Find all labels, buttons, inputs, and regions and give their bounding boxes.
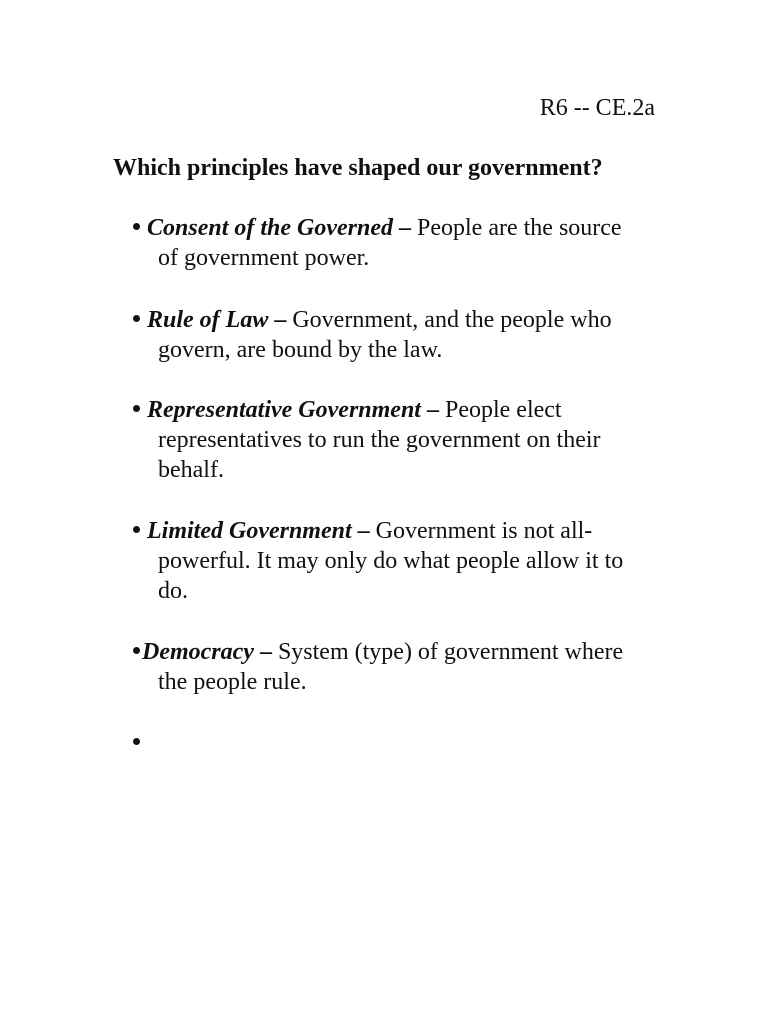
principle-definition-continued: powerful. It may only do what people allow it to [158,548,624,574]
principle-definition-continued: the people rule. [158,669,307,695]
term-dash: – [357,518,370,544]
principle-first-line [133,516,658,546]
empty-bullet-line [133,728,658,758]
principle-consent-of-the-governed [133,213,658,273]
principle-limited-government [133,516,658,606]
principle-definition: People elect [444,397,562,423]
principle-term: Limited Government [147,518,352,544]
term-dash: – [274,307,287,333]
principle-definition-continued: of government power. [158,245,370,271]
principle-first-line [133,213,658,243]
principle-first-line [133,395,658,425]
principle-representative-government [133,395,658,485]
principle-democracy [133,637,658,697]
principle-term: Consent of the Governed [147,215,393,241]
principle-definition: Government is not all- [375,518,593,544]
principle-definition: System (type) of government where [277,639,624,665]
principle-definition-continued: representatives to run the government on their [158,427,601,453]
bullet-icon [133,647,140,654]
principle-definition-continued: behalf. [158,457,224,483]
principle-first-line [133,637,658,667]
principle-definition-continued: do. [158,578,188,604]
empty-bullet-item [133,728,658,758]
bullet-icon [133,315,140,322]
bullet-icon [133,405,140,412]
standard-code: R6 -- CE.2a [539,95,655,121]
principle-term: Democracy [142,639,254,665]
page-title: Which principles have shaped our government? [113,155,603,181]
bullet-icon [133,526,140,533]
bullet-icon [133,223,140,230]
term-dash: – [259,639,272,665]
principle-definition: People are the source [417,215,622,241]
bullet-icon [133,738,140,745]
principle-term: Representative Government [147,397,421,423]
principle-rule-of-law [133,305,658,365]
term-dash: – [399,215,411,241]
principle-definition-continued: govern, are bound by the law. [158,337,443,363]
term-dash: – [426,397,439,423]
principle-first-line [133,305,658,335]
principle-term: Rule of Law [147,307,269,333]
principle-definition: Government, and the people who [292,307,612,333]
